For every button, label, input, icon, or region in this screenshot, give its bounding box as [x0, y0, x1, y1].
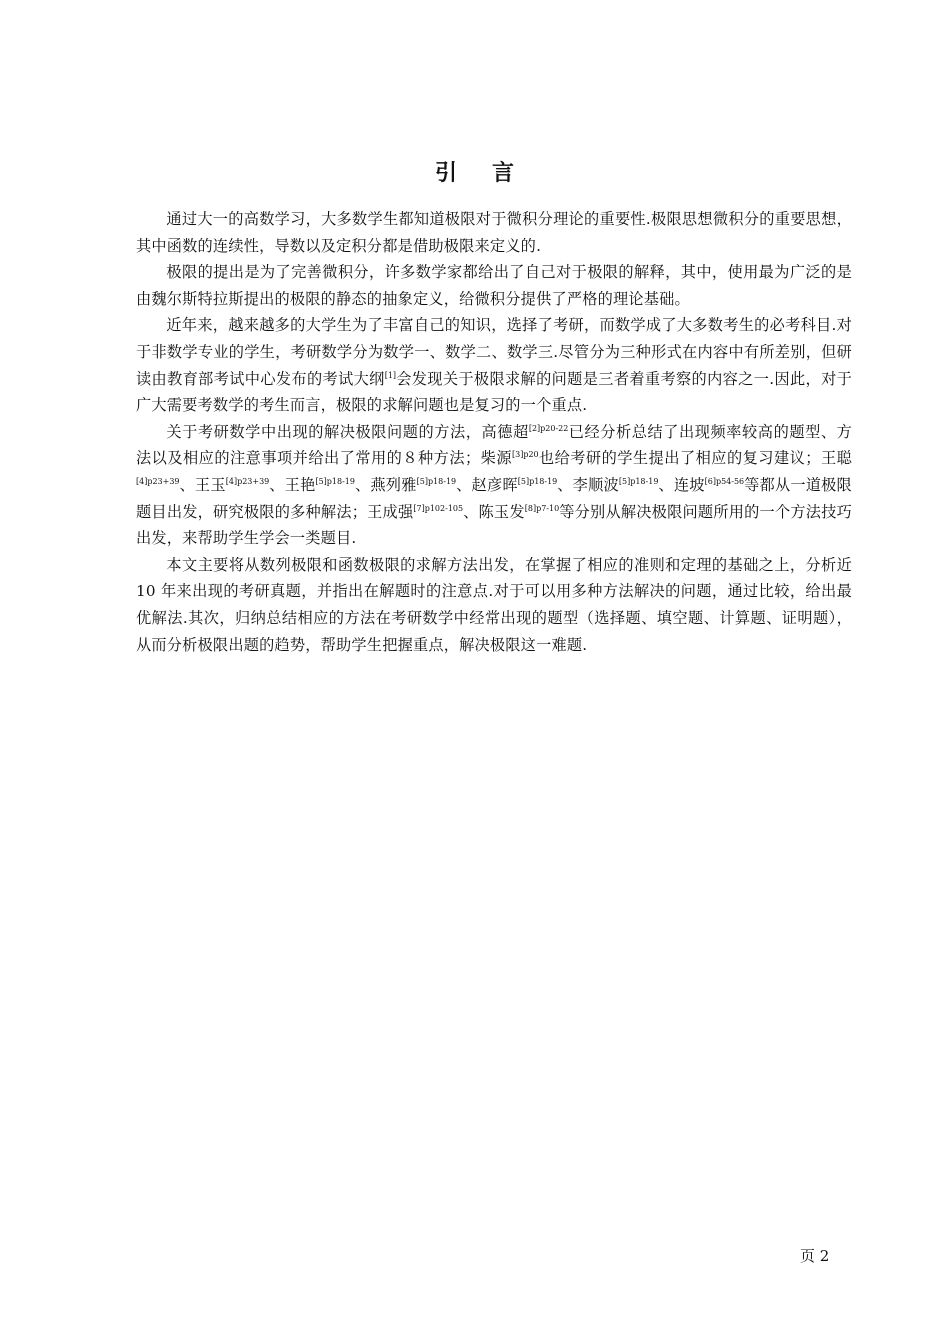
- paragraph-2: 极限的提出是为了完善微积分，许多数学家都给出了自己对于极限的解释，其中，使用最为广泛的是由魏尔斯特拉斯提出的极限的静态的抽象定义，给微积分提供了严格的理论基础。: [136, 263, 852, 308]
- citation: [1]: [384, 370, 397, 380]
- paragraph-text: 、李顺波: [557, 475, 619, 494]
- page-number: 页 2: [800, 1247, 830, 1265]
- paragraph-text: 会发现关于极限求解的问题是三者着重考察的内容之一.因此，对于广大需要考数学的考生而言，极限的求解问题也是复习的一个重点.: [136, 369, 852, 415]
- paragraph-text: 、连坡: [658, 475, 705, 494]
- paragraph-text: 、王玉: [179, 475, 226, 494]
- paragraph-3: [136, 312, 852, 418]
- paragraph-text: 已经分析总结了出现频率较高的题型、方法以及相应的注意事项并给出了常用的８种方法；柴源: [136, 422, 852, 468]
- paragraph-1: 通过大一的高数学习，大多数学生都知道极限对于微积分理论的重要性.极限思想微积分的重要思想，其中函数的连续性，导数以及定积分都是借助极限来定义的.: [136, 210, 852, 255]
- title-char-2: 言: [492, 161, 516, 186]
- citation: [5]p18-19: [416, 476, 457, 486]
- body-text: [136, 206, 852, 658]
- citation: [6]p54-56: [704, 476, 745, 486]
- citation: [5]p18-19: [315, 476, 355, 486]
- paragraph-text: 也给考研的学生提出了相应的复习建议；王聪: [538, 449, 852, 468]
- citation: [8]p7-10: [524, 503, 560, 513]
- paragraph-text: 、陈玉发: [463, 502, 525, 521]
- citation: [5]p18-19: [517, 476, 558, 486]
- citation: [2]p20-22: [528, 423, 569, 433]
- citation: [3]p20: [512, 450, 539, 460]
- paragraph-4: [136, 419, 852, 552]
- paragraph-text: 等都从一道极限题目出发，研究极限的多种解法；王成强: [136, 475, 852, 521]
- citation: [5]p18-19: [618, 476, 659, 486]
- paragraph-5: 本文主要将从数列极限和函数极限的求解方法出发，在掌握了相应的准则和定理的基础之上，分析近 10 年来出现的考研真题，并指出在解题时的注意点.对于可以用多种方法解决的问题，通过比较，给出最优解法.其次，归纳总结相应的方法在考研数学中经常出现的题型（选择题、填空题、计算题、证明题），从而分析极限出题的趋势，帮助学生把握重点，解决极限这一难题.: [136, 555, 852, 654]
- page-title: [0, 160, 950, 188]
- paragraph-text: 关于考研数学中出现的解决极限问题的方法，高德超: [166, 422, 529, 441]
- citation: [4]p23+39: [136, 476, 180, 486]
- paragraph-text: 、赵彦晖: [456, 475, 518, 494]
- citation: [4]p23+39: [225, 476, 270, 486]
- paragraph-text: 、燕列雅: [354, 475, 417, 494]
- paragraph-text: 、王艳: [269, 475, 316, 494]
- paragraph-text: 等分别从解决极限问题所用的一个方法技巧出发，来帮助学生学会一类题目.: [136, 502, 852, 548]
- paragraph-text: 近年来，越来越多的大学生为了丰富自己的知识，选择了考研，而数学成了大多数考生的必考科目.对于非数学专业的学生，考研数学分为数学一、数学二、数学三.尽管分为三种形式在内容中有所差别，但研读由教育部考试中心发布的考试大纲: [136, 316, 852, 388]
- title-char-1: 引: [434, 161, 458, 186]
- citation: [7]p102-105: [413, 503, 464, 513]
